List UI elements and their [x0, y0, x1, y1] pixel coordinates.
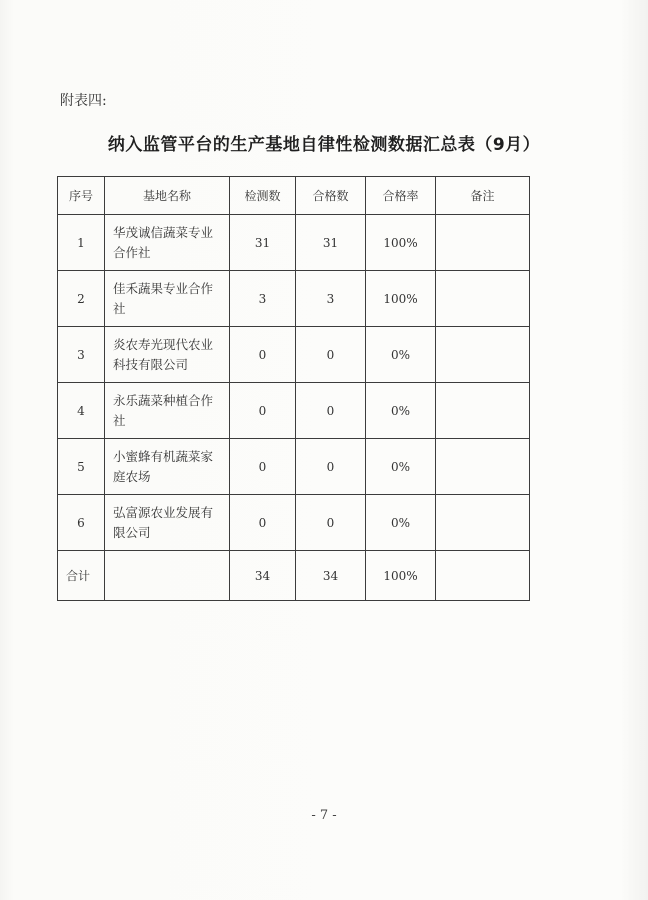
- total-tested-count: 34: [230, 551, 296, 601]
- table-header-row: [58, 177, 530, 215]
- attachment-label: 附表四:: [60, 93, 107, 109]
- row-note: [436, 327, 530, 383]
- header-pass-rate: 合格率: [366, 177, 436, 215]
- row-pass-rate: 100%: [366, 271, 436, 327]
- table-row: [58, 327, 530, 383]
- total-empty-cell: [105, 551, 230, 601]
- row-base-name: 永乐蔬菜种植合作社: [105, 383, 230, 439]
- row-note: [436, 383, 530, 439]
- row-tested-count: 0: [230, 495, 296, 551]
- row-note: [436, 215, 530, 271]
- row-serial: 6: [58, 495, 105, 551]
- header-base-name: 基地名称: [105, 177, 230, 215]
- row-passed-count: 0: [296, 383, 366, 439]
- header-passed-count: 合格数: [296, 177, 366, 215]
- row-tested-count: 3: [230, 271, 296, 327]
- row-base-name: 弘富源农业发展有限公司: [105, 495, 230, 551]
- row-pass-rate: 0%: [366, 327, 436, 383]
- row-serial: 1: [58, 215, 105, 271]
- row-passed-count: 0: [296, 327, 366, 383]
- row-serial: 3: [58, 327, 105, 383]
- row-base-name: 佳禾蔬果专业合作社: [105, 271, 230, 327]
- row-base-name: 小蜜蜂有机蔬菜家庭农场: [105, 439, 230, 495]
- total-label: 合计: [58, 551, 105, 601]
- table-row: [58, 271, 530, 327]
- row-base-name: 华茂诚信蔬菜专业合作社: [105, 215, 230, 271]
- table-total-row: [58, 551, 530, 601]
- total-passed-count: 34: [296, 551, 366, 601]
- table-title: 纳入监管平台的生产基地自律性检测数据汇总表（9月）: [107, 135, 541, 155]
- row-serial: 4: [58, 383, 105, 439]
- row-passed-count: 0: [296, 495, 366, 551]
- total-pass-rate: 100%: [366, 551, 436, 601]
- row-serial: 2: [58, 271, 105, 327]
- table-row: [58, 495, 530, 551]
- total-note: [436, 551, 530, 601]
- table-row: [58, 383, 530, 439]
- row-passed-count: 3: [296, 271, 366, 327]
- row-serial: 5: [58, 439, 105, 495]
- row-note: [436, 439, 530, 495]
- row-note: [436, 495, 530, 551]
- row-pass-rate: 0%: [366, 383, 436, 439]
- header-tested-count: 检测数: [230, 177, 296, 215]
- page-number: - 7 -: [311, 808, 337, 823]
- summary-table: [57, 176, 530, 601]
- row-pass-rate: 0%: [366, 439, 436, 495]
- row-tested-count: 0: [230, 327, 296, 383]
- header-serial: 序号: [58, 177, 105, 215]
- header-note: 备注: [436, 177, 530, 215]
- row-pass-rate: 100%: [366, 215, 436, 271]
- row-passed-count: 0: [296, 439, 366, 495]
- row-tested-count: 31: [230, 215, 296, 271]
- table-row: [58, 439, 530, 495]
- row-base-name: 炎农寿光现代农业科技有限公司: [105, 327, 230, 383]
- table-row: [58, 215, 530, 271]
- row-passed-count: 31: [296, 215, 366, 271]
- row-tested-count: 0: [230, 439, 296, 495]
- row-note: [436, 271, 530, 327]
- row-pass-rate: 0%: [366, 495, 436, 551]
- row-tested-count: 0: [230, 383, 296, 439]
